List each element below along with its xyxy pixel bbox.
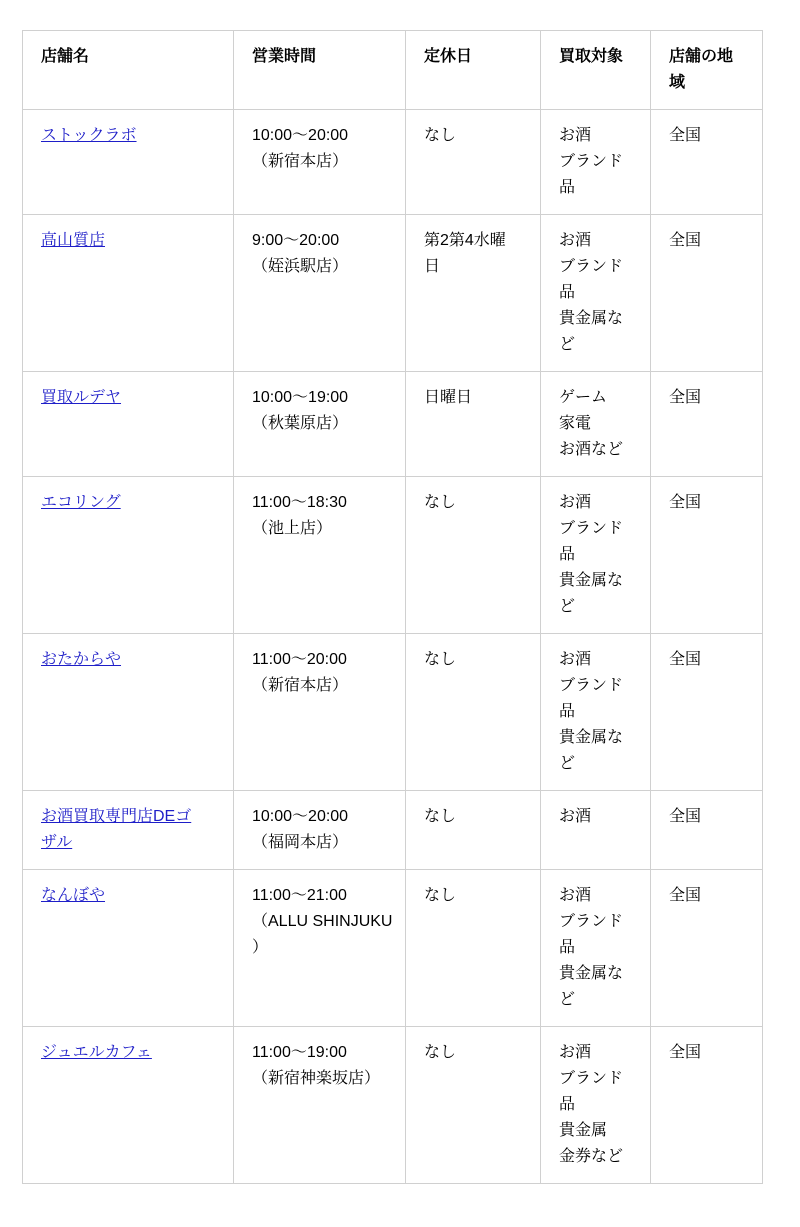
item-line: お酒 xyxy=(559,651,592,668)
items-cell xyxy=(541,870,651,1027)
item-line: 金券など xyxy=(559,1148,624,1165)
item-line: お酒 xyxy=(559,1044,592,1061)
region-cell: 全国 xyxy=(651,477,763,634)
table-row xyxy=(23,791,763,870)
hours-time: 11:00〜19:00 xyxy=(252,1044,347,1061)
region-cell: 全国 xyxy=(651,1027,763,1184)
column-header-buyback-items: 買取対象 xyxy=(541,31,651,110)
shop-name-cell xyxy=(23,477,234,634)
hours-cell xyxy=(234,1027,406,1184)
item-line: ブランド品 xyxy=(559,677,624,720)
hours-branch: （新宿本店） xyxy=(252,153,349,170)
table-body xyxy=(23,110,763,1184)
hours-time: 11:00〜20:00 xyxy=(252,651,347,668)
items-cell xyxy=(541,477,651,634)
hours-cell xyxy=(234,791,406,870)
shops-comparison-table xyxy=(22,30,763,1184)
item-line: 貴金属など xyxy=(559,572,624,615)
holiday-cell: 第2第4水曜日 xyxy=(406,215,541,372)
table-row xyxy=(23,870,763,1027)
shop-name-cell xyxy=(23,110,234,215)
hours-cell xyxy=(234,634,406,791)
table-row xyxy=(23,477,763,634)
column-header-business-hours: 営業時間 xyxy=(234,31,406,110)
shop-link[interactable]: なんぼや xyxy=(41,887,106,904)
hours-cell xyxy=(234,110,406,215)
item-line: お酒 xyxy=(559,127,592,144)
item-line: 貴金属 xyxy=(559,1122,608,1139)
hours-branch: （福岡本店） xyxy=(252,834,349,851)
column-header-shop-name: 店舗名 xyxy=(23,31,234,110)
hours-cell xyxy=(234,870,406,1027)
table-row xyxy=(23,110,763,215)
shop-name-cell xyxy=(23,791,234,870)
items-cell xyxy=(541,372,651,477)
shop-link[interactable]: お酒買取専門店DEゴザル xyxy=(41,808,192,851)
item-line: 貴金属など xyxy=(559,965,624,1008)
item-line: ブランド品 xyxy=(559,258,624,301)
shop-link[interactable]: ストックラボ xyxy=(41,127,137,144)
region-cell: 全国 xyxy=(651,870,763,1027)
hours-branch: （新宿神楽坂店） xyxy=(252,1070,381,1087)
shop-name-cell xyxy=(23,215,234,372)
hours-time: 10:00〜20:00 xyxy=(252,808,349,825)
item-line: ブランド品 xyxy=(559,913,624,956)
holiday-cell: なし xyxy=(406,870,541,1027)
item-line: お酒など xyxy=(559,441,624,458)
hours-branch: （秋葉原店） xyxy=(252,415,349,432)
hours-branch: （池上店） xyxy=(252,520,333,537)
shop-name-cell xyxy=(23,870,234,1027)
item-line: お酒 xyxy=(559,232,592,249)
item-line: ブランド品 xyxy=(559,520,624,563)
region-cell: 全国 xyxy=(651,791,763,870)
hours-cell xyxy=(234,215,406,372)
hours-time: 10:00〜20:00 xyxy=(252,127,349,144)
column-header-region: 店舗の地域 xyxy=(651,31,763,110)
holiday-cell: 日曜日 xyxy=(406,372,541,477)
item-line: お酒 xyxy=(559,808,592,825)
shop-name-cell xyxy=(23,634,234,791)
table-row xyxy=(23,372,763,477)
shop-link[interactable]: 高山質店 xyxy=(41,232,106,249)
hours-branch: （ALLU SHINJUKU） xyxy=(252,913,393,956)
hours-time: 11:00〜21:00 xyxy=(252,887,347,904)
hours-time: 11:00〜18:30 xyxy=(252,494,347,511)
holiday-cell: なし xyxy=(406,1027,541,1184)
items-cell xyxy=(541,1027,651,1184)
items-cell xyxy=(541,110,651,215)
table-row xyxy=(23,634,763,791)
header-row xyxy=(23,31,763,110)
holiday-cell: なし xyxy=(406,791,541,870)
table-row xyxy=(23,1027,763,1184)
items-cell xyxy=(541,215,651,372)
shop-name-cell xyxy=(23,1027,234,1184)
table-header xyxy=(23,31,763,110)
table-row xyxy=(23,215,763,372)
shop-link[interactable]: 買取ルデヤ xyxy=(41,389,122,406)
region-cell: 全国 xyxy=(651,110,763,215)
hours-time: 10:00〜19:00 xyxy=(252,389,349,406)
region-cell: 全国 xyxy=(651,634,763,791)
region-cell: 全国 xyxy=(651,215,763,372)
hours-cell xyxy=(234,372,406,477)
item-line: 貴金属など xyxy=(559,310,624,353)
shop-link[interactable]: ジュエルカフェ xyxy=(41,1044,152,1061)
column-header-holiday: 定休日 xyxy=(406,31,541,110)
region-cell: 全国 xyxy=(651,372,763,477)
hours-time: 9:00〜20:00 xyxy=(252,232,340,249)
item-line: ゲーム xyxy=(559,389,608,406)
shop-name-cell xyxy=(23,372,234,477)
items-cell xyxy=(541,634,651,791)
holiday-cell: なし xyxy=(406,110,541,215)
items-cell xyxy=(541,791,651,870)
shop-link[interactable]: エコリング xyxy=(41,494,121,511)
item-line: お酒 xyxy=(559,887,592,904)
item-line: ブランド品 xyxy=(559,1070,624,1113)
item-line: 家電 xyxy=(559,415,592,432)
item-line: ブランド品 xyxy=(559,153,624,196)
holiday-cell: なし xyxy=(406,477,541,634)
shop-link[interactable]: おたからや xyxy=(41,651,122,668)
hours-branch: （新宿本店） xyxy=(252,677,349,694)
item-line: 貴金属など xyxy=(559,729,624,772)
item-line: お酒 xyxy=(559,494,592,511)
hours-branch: （姪浜駅店） xyxy=(252,258,349,275)
hours-cell xyxy=(234,477,406,634)
holiday-cell: なし xyxy=(406,634,541,791)
